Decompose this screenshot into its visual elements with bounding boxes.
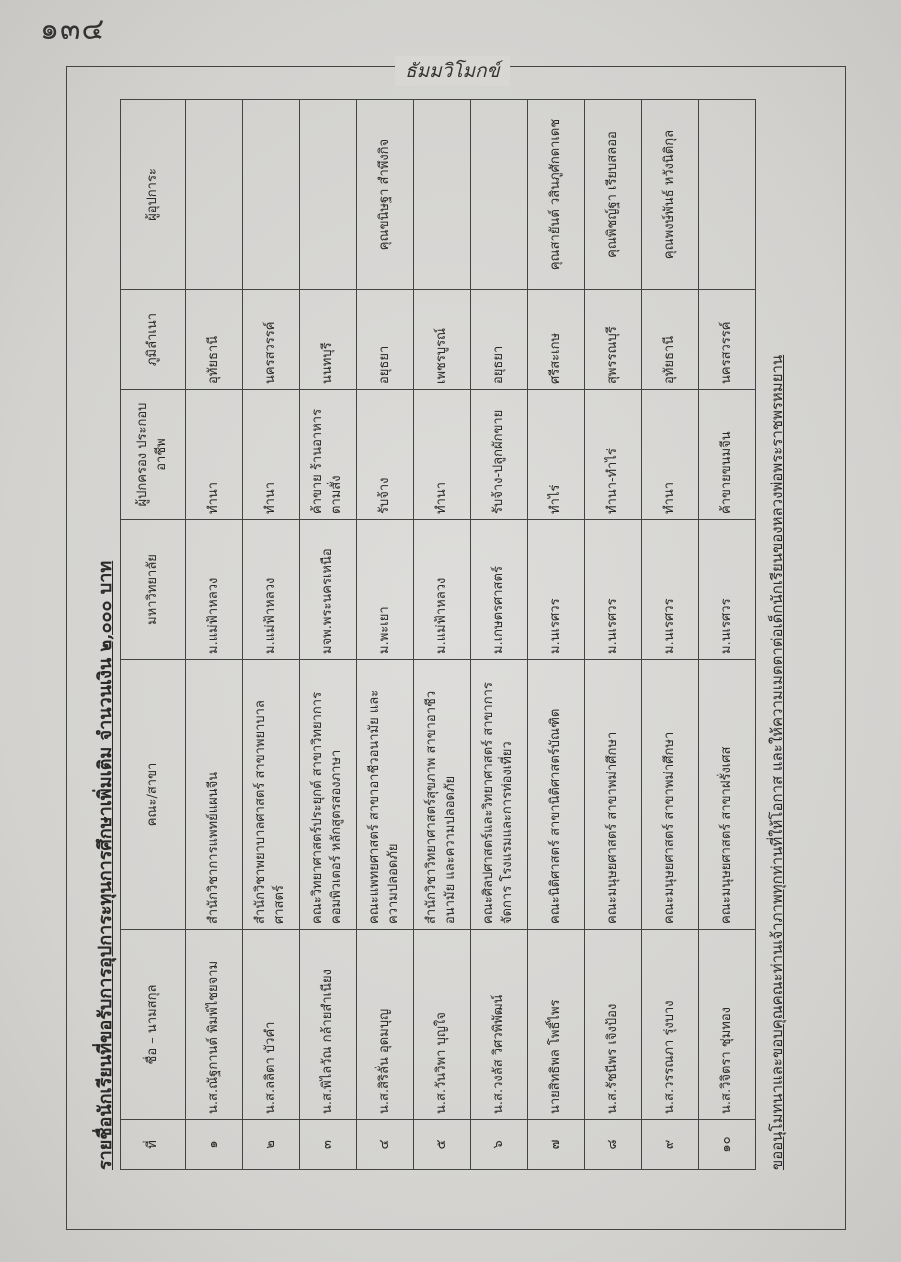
- name-cell: [585, 930, 642, 1120]
- university-cell: ม.เกษตรศาสตร์: [471, 520, 528, 660]
- name-prefix: น.ส.วรรณภา: [661, 1039, 677, 1114]
- university-cell: ม.นเรศวร: [699, 520, 756, 660]
- sponsor-cell: [300, 100, 357, 290]
- occupation-cell: ทำนา: [243, 390, 300, 520]
- name-cell: [186, 930, 243, 1120]
- row-number: ๓: [300, 1120, 357, 1170]
- hometown-cell: เพชรบูรณ์: [414, 290, 471, 390]
- university-cell: ม.แม่ฟ้าหลวง: [243, 520, 300, 660]
- name-cell: [642, 930, 699, 1120]
- header-sponsor: ผู้อุปการะ: [121, 100, 186, 290]
- name-prefix: น.ส.พิไลวัณ: [319, 1046, 335, 1114]
- rotated-content: [90, 90, 790, 1180]
- occupation-cell: ทำนา-ทำไร่: [585, 390, 642, 520]
- name-cell: [414, 930, 471, 1120]
- faculty-cell: สำนักวิชาวิทยาศาสตร์สุขภาพ สาขาอาชีวอนามัย และความปลอดภัย: [414, 660, 471, 930]
- university-cell: ม.นเรศวร: [585, 520, 642, 660]
- name-prefix: น.ส.ณัฐกานต์: [205, 1037, 221, 1114]
- surname: เจิงป้อง: [604, 1003, 620, 1045]
- name-cell: [471, 930, 528, 1120]
- row-number: ๑๐: [699, 1120, 756, 1170]
- row-number: ๔: [357, 1120, 414, 1170]
- surname: โพธิ์ไพร: [547, 999, 563, 1046]
- sponsor-cell: [243, 100, 300, 290]
- hometown-cell: นครสวรรค์: [243, 290, 300, 390]
- faculty-cell: คณะแพทยศาสตร์ สาขาอาชีวอนามัย และความปลอดภัย: [357, 660, 414, 930]
- surname: พิมพ์ไชยจาม: [205, 960, 221, 1034]
- row-number: ๑: [186, 1120, 243, 1170]
- faculty-cell: คณะมนุษยศาสตร์ สาขาพม่าศึกษา: [585, 660, 642, 930]
- occupation-cell: ทำนา: [642, 390, 699, 520]
- table-row: [357, 100, 414, 1170]
- surname: รุ่งบาง: [661, 1000, 677, 1036]
- faculty-cell: คณะศิลปศาสตร์และวิทยาศาสตร์ สาขาการจัดการ โรงแรมและการท่องเที่ยว: [471, 660, 528, 930]
- faculty-cell: คณะมนุษยศาสตร์ สาขาพม่าศึกษา: [642, 660, 699, 930]
- page-number: ๑๓๔: [40, 12, 106, 47]
- sponsor-cell: [471, 100, 528, 290]
- name-cell: [699, 930, 756, 1120]
- row-number: ๙: [642, 1120, 699, 1170]
- table-row: [585, 100, 642, 1170]
- university-cell: มจพ.พระนครเหนือ: [300, 520, 357, 660]
- university-cell: ม.แม่ฟ้าหลวง: [186, 520, 243, 660]
- sponsor-cell: คุณพงษ์พันธ์ หวังนิติกุล: [642, 100, 699, 290]
- faculty-cell: สำนักวิชาพยาบาลศาสตร์ สาขาพยาบาลศาสตร์: [243, 660, 300, 930]
- table-row: [642, 100, 699, 1170]
- hometown-cell: อุทัยธานี: [186, 290, 243, 390]
- hometown-cell: นครสวรรค์: [699, 290, 756, 390]
- table-row: [471, 100, 528, 1170]
- header-name: ชื่อ – นามสกุล: [121, 930, 186, 1120]
- table-row: [414, 100, 471, 1170]
- name-prefix: นายสิทธิพล: [547, 1049, 563, 1114]
- name-cell: [300, 930, 357, 1120]
- table-row: [243, 100, 300, 1170]
- header-occupation: ผู้ปกครอง ประกอบอาชีพ: [121, 390, 186, 520]
- name-prefix: น.ส.วงลัส: [490, 1059, 506, 1114]
- hometown-cell: นนทบุรี: [300, 290, 357, 390]
- name-prefix: น.ส.รัชนีพร: [604, 1048, 620, 1114]
- surname: บัวคำ: [262, 1021, 278, 1054]
- university-cell: ม.นเรศวร: [642, 520, 699, 660]
- table-row: [300, 100, 357, 1170]
- name-prefix: น.ส.ลลิตา: [262, 1057, 278, 1114]
- hometown-cell: อยุธยา: [357, 290, 414, 390]
- table-header-row: [121, 100, 186, 1170]
- occupation-cell: รับจ้าง: [357, 390, 414, 520]
- row-number: ๗: [528, 1120, 585, 1170]
- footnote: ขออนุโมทนาและขอบคุณคณะท่านเจ้าภาพทุกท่านที่ให้โอกาส และให้ความเมตตาต่อเด็กนักเรียนของหลวงพ่อพระราชพรหมยาน: [768, 354, 786, 1170]
- sponsor-cell: [699, 100, 756, 290]
- row-number: ๖: [471, 1120, 528, 1170]
- occupation-cell: ค้าขาย ร้านอาหารตามสั่ง: [300, 390, 357, 520]
- university-cell: ม.นเรศวร: [528, 520, 585, 660]
- header-hometown: ภูมิลำเนา: [121, 290, 186, 390]
- surname: อุดมบุญ: [376, 1008, 392, 1053]
- sponsor-cell: [414, 100, 471, 290]
- name-prefix: น.ส.วิจิตรา: [718, 1051, 734, 1114]
- hometown-cell: อุทัยธานี: [642, 290, 699, 390]
- sponsor-cell: [186, 100, 243, 290]
- faculty-cell: คณะนิติศาสตร์ สาขานิติศาสตร์บัณฑิต: [528, 660, 585, 930]
- university-cell: ม.พะเยา: [357, 520, 414, 660]
- row-number: ๘: [585, 1120, 642, 1170]
- name-cell: [357, 930, 414, 1120]
- scholarship-table: [120, 99, 756, 1170]
- table-body: [186, 100, 756, 1170]
- name-cell: [243, 930, 300, 1120]
- hometown-cell: ศรีสะเกษ: [528, 290, 585, 390]
- surname: วิศวพิพัฒน์: [490, 994, 506, 1056]
- header-faculty: คณะ/สาขา: [121, 660, 186, 930]
- faculty-cell: สำนักวิชาการแพทย์แผนจีน: [186, 660, 243, 930]
- hometown-cell: อยุธยา: [471, 290, 528, 390]
- name-prefix: น.ส.วันวิพา: [433, 1049, 449, 1114]
- name-cell: [528, 930, 585, 1120]
- table-title: รายชื่อนักเรียนที่ขอรับการอุปการะทุนการศึกษาเพิ่มเติม จำนวนเงิน ๒,๐๐๐ บาท: [95, 560, 116, 1170]
- faculty-cell: คณะวิทยาศาสตร์ประยุกต์ สาขาวิทยาการ คอมพิวเตอร์ หลักสูตรสองภาษา: [300, 660, 357, 930]
- faculty-cell: คณะมนุษยศาสตร์ สาขาฝรั่งเศส: [699, 660, 756, 930]
- sponsor-cell: คุณสายันต์ วสินภูศักดาเดช: [528, 100, 585, 290]
- table-row: [528, 100, 585, 1170]
- sponsor-cell: คุณขนิษฐา สำพึงกิจ: [357, 100, 414, 290]
- surname: บุญใจ: [433, 1012, 449, 1046]
- table-row: [186, 100, 243, 1170]
- row-number: ๒: [243, 1120, 300, 1170]
- header-university: มหาวิทยาลัย: [121, 520, 186, 660]
- occupation-cell: ทำนา: [414, 390, 471, 520]
- occupation-cell: ค้าขายขนมจีน: [699, 390, 756, 520]
- table-row: [699, 100, 756, 1170]
- occupation-cell: ทำนา: [186, 390, 243, 520]
- occupation-cell: รับจ้าง-ปลูกผักขาย: [471, 390, 528, 520]
- occupation-cell: ทำไร่: [528, 390, 585, 520]
- row-number: ๕: [414, 1120, 471, 1170]
- name-prefix: น.ส.สิริลั่น: [376, 1057, 392, 1114]
- sponsor-cell: คุณพิชญ์ฐา เรียบสลออ: [585, 100, 642, 290]
- header-no: ที่: [121, 1120, 186, 1170]
- section-title: ธัมมวิโมกข์: [395, 56, 510, 86]
- hometown-cell: สุพรรณบุรี: [585, 290, 642, 390]
- university-cell: ม.แม่ฟ้าหลวง: [414, 520, 471, 660]
- surname: กล้ายสำเนียง: [319, 969, 335, 1043]
- surname: ชุ่มทอง: [718, 1007, 734, 1048]
